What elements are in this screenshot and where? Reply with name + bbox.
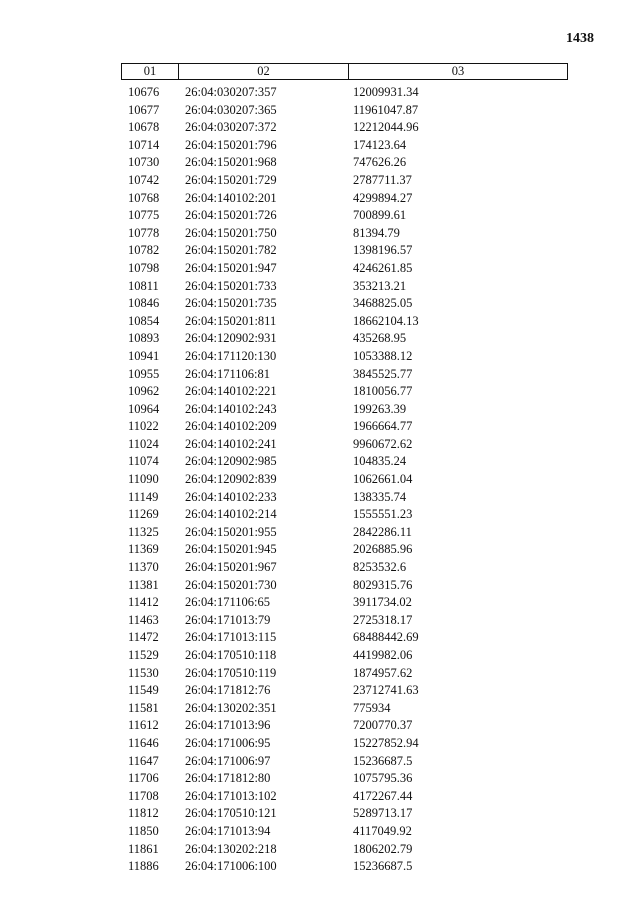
table-cell-3: 7200770.37	[353, 718, 413, 733]
column-header-03: 03	[451, 64, 465, 78]
table-row	[121, 471, 568, 489]
table-row	[121, 278, 568, 296]
table-row	[121, 242, 568, 260]
table-row	[121, 717, 568, 735]
table-cell-1: 11529	[128, 648, 159, 662]
table-header	[121, 63, 568, 80]
table-row	[121, 330, 568, 348]
table-cell-1: 11581	[128, 700, 159, 715]
table-body	[121, 84, 568, 876]
table-cell-3: 68488442.69	[353, 630, 419, 645]
table-cell-3: 12212044.96	[353, 120, 419, 135]
table-row	[121, 366, 568, 384]
table-cell-2: 26:04:171812:80	[185, 771, 271, 786]
table-cell-1: 10730	[128, 155, 160, 170]
table-cell-1: 11074	[128, 454, 159, 469]
table-cell-2: 26:04:140102:233	[185, 489, 277, 504]
table-cell-1: 11861	[128, 841, 159, 856]
table-cell-1: 10893	[128, 331, 160, 346]
table-cell-2: 26:04:171013:79	[185, 612, 271, 627]
table-cell-3: 1810056.77	[353, 384, 413, 399]
column-header-01: 01	[122, 64, 179, 79]
table-cell-3: 2787711.37	[353, 172, 412, 187]
table-cell-1: 11850	[128, 823, 159, 838]
table-cell-2: 26:04:150201:796	[185, 137, 277, 152]
table-cell-3: 3911734.02	[353, 595, 412, 610]
table-cell-3: 3845525.77	[353, 366, 413, 381]
table-row	[121, 489, 568, 507]
table-row	[121, 436, 568, 454]
table-row	[121, 401, 568, 419]
table-row	[121, 453, 568, 471]
table-row	[121, 823, 568, 841]
table-cell-2: 26:04:140102:243	[185, 401, 277, 416]
table-row	[121, 541, 568, 559]
table-cell-2: 26:04:171106:65	[185, 595, 270, 610]
table-cell-2: 26:04:140102:221	[185, 384, 277, 399]
table-cell-2: 26:04:150201:947	[185, 260, 277, 275]
table-cell-1: 10955	[128, 366, 160, 381]
table-row	[121, 594, 568, 612]
table-row	[121, 577, 568, 595]
table-row	[121, 612, 568, 630]
table-row	[121, 524, 568, 542]
table-cell-3: 1062661.04	[353, 472, 413, 487]
table-cell-3: 775934	[353, 700, 391, 715]
table-row	[121, 788, 568, 806]
table-cell-3: 1555551.23	[353, 507, 413, 522]
table-cell-1: 11022	[128, 419, 159, 434]
table-cell-2: 26:04:171812:76	[185, 683, 271, 698]
table-cell-2: 26:04:170510:119	[185, 665, 277, 680]
table-cell-1: 11149	[128, 489, 159, 504]
table-row	[121, 207, 568, 225]
table-cell-1: 10676	[128, 85, 160, 99]
table-cell-3: 199263.39	[353, 401, 407, 416]
table-cell-3: 15236687.5	[353, 859, 413, 874]
table-cell-2: 26:04:171013:102	[185, 788, 277, 803]
table-cell-1: 10714	[128, 137, 160, 152]
column-header-02: 02	[179, 64, 349, 79]
table-cell-3: 353213.21	[353, 278, 407, 293]
table-cell-1: 11370	[128, 560, 159, 575]
table-cell-1: 11325	[128, 524, 159, 539]
table-cell-3: 1874957.62	[353, 665, 413, 680]
table-cell-3: 15236687.5	[353, 753, 413, 768]
table-cell-3: 700899.61	[353, 208, 407, 223]
table-cell-2: 26:04:130202:218	[185, 841, 277, 856]
table-cell-1: 10811	[128, 278, 159, 293]
table-row	[121, 348, 568, 366]
table-cell-3: 4246261.85	[353, 260, 413, 275]
table-cell-1: 11612	[128, 718, 159, 733]
table-cell-3: 4299894.27	[353, 190, 413, 205]
table-cell-1: 11024	[128, 436, 159, 451]
table-cell-2: 26:04:030207:365	[185, 102, 277, 117]
table-cell-3: 11961047.87	[353, 102, 419, 117]
table-cell-1: 10964	[128, 401, 160, 416]
table-cell-1: 10775	[128, 208, 160, 223]
table-cell-1: 10854	[128, 313, 160, 328]
table-cell-3: 174123.64	[353, 137, 407, 152]
table-cell-1: 11090	[128, 472, 159, 487]
table-cell-3: 1075795.36	[353, 771, 413, 786]
table-cell-3: 9960672.62	[353, 436, 413, 451]
table-cell-1: 11549	[128, 683, 159, 698]
table-row	[121, 172, 568, 190]
table-cell-2: 26:04:030207:372	[185, 120, 277, 135]
table-row	[121, 841, 568, 859]
table-row	[121, 858, 568, 876]
table-cell-1: 10778	[128, 225, 160, 240]
table-cell-1: 10846	[128, 296, 160, 311]
table-cell-1: 10678	[128, 120, 160, 135]
table-cell-2: 26:04:140102:241	[185, 436, 277, 451]
table-cell-2: 26:04:170510:118	[185, 648, 277, 662]
table-row	[121, 102, 568, 120]
table-row	[121, 383, 568, 401]
table-cell-2: 26:04:030207:357	[185, 85, 277, 99]
table-cell-3: 81394.79	[353, 225, 400, 240]
table-row	[121, 313, 568, 331]
table-row	[121, 119, 568, 137]
table-cell-2: 26:04:150201:735	[185, 296, 277, 311]
table-cell-1: 11472	[128, 630, 159, 645]
table-row	[121, 559, 568, 577]
table-row	[121, 295, 568, 313]
table-cell-2: 26:04:120902:985	[185, 454, 277, 469]
table-cell-2: 26:04:140102:214	[185, 507, 277, 522]
table-cell-1: 10768	[128, 190, 160, 205]
table-row	[121, 770, 568, 788]
table-row	[121, 260, 568, 278]
table-cell-3: 5289713.17	[353, 806, 413, 821]
table-cell-2: 26:04:171106:81	[185, 366, 270, 381]
table-cell-3: 15227852.94	[353, 735, 419, 750]
table-cell-2: 26:04:170510:121	[185, 806, 277, 821]
table-cell-3: 1398196.57	[353, 243, 413, 258]
table-cell-1: 10941	[128, 348, 160, 363]
table-row	[121, 753, 568, 771]
table-row	[121, 700, 568, 718]
table-cell-1: 10677	[128, 102, 160, 117]
table-cell-3: 8029315.76	[353, 577, 413, 592]
table-cell-1: 11530	[128, 665, 159, 680]
table-cell-2: 26:04:140102:201	[185, 190, 277, 205]
table-row	[121, 735, 568, 753]
table-row	[121, 84, 568, 102]
table-row	[121, 190, 568, 208]
table-cell-2: 26:04:150201:750	[185, 225, 277, 240]
table-cell-3: 747626.26	[353, 155, 407, 170]
table-row	[121, 682, 568, 700]
table-row	[121, 647, 568, 665]
table-cell-2: 26:04:150201:730	[185, 577, 277, 592]
table-cell-2: 26:04:150201:945	[185, 542, 277, 557]
table-cell-3: 12009931.34	[353, 85, 419, 99]
table-cell-3: 4172267.44	[353, 788, 413, 803]
table-cell-2: 26:04:150201:811	[185, 313, 277, 328]
table-cell-3: 2725318.17	[353, 612, 413, 627]
table-cell-2: 26:04:150201:726	[185, 208, 277, 223]
table-cell-2: 26:04:120902:931	[185, 331, 277, 346]
table-cell-1: 11412	[128, 595, 159, 610]
table-cell-2: 26:04:171006:95	[185, 735, 271, 750]
page-number: 1438	[566, 31, 594, 46]
table-cell-3: 18662104.13	[353, 313, 419, 328]
table-cell-1: 10798	[128, 260, 160, 275]
table-cell-1: 10782	[128, 243, 160, 258]
table-cell-1: 11886	[128, 859, 159, 874]
table-cell-2: 26:04:150201:968	[185, 155, 277, 170]
table-cell-3: 1806202.79	[353, 841, 413, 856]
table-cell-3: 3468825.05	[353, 296, 413, 311]
table-cell-2: 26:04:130202:351	[185, 700, 277, 715]
table-cell-3: 23712741.63	[353, 683, 419, 698]
table-row	[121, 805, 568, 823]
table-cell-1: 11269	[128, 507, 159, 522]
table-cell-3: 435268.95	[353, 331, 407, 346]
table-cell-1: 11647	[128, 753, 159, 768]
table-cell-2: 26:04:150201:967	[185, 560, 277, 575]
table-cell-2: 26:04:120902:839	[185, 472, 277, 487]
table-cell-3: 4419982.06	[353, 648, 413, 662]
table-cell-1: 11812	[128, 806, 159, 821]
table-cell-2: 26:04:171120:130	[185, 348, 277, 363]
table-cell-1: 11708	[128, 788, 159, 803]
table-row	[121, 137, 568, 155]
table-cell-1: 11381	[128, 577, 159, 592]
table-cell-3: 1053388.12	[353, 348, 413, 363]
table-cell-2: 26:04:171013:115	[185, 630, 277, 645]
table-cell-1: 11369	[128, 542, 159, 557]
table-cell-2: 26:04:171006:97	[185, 753, 271, 768]
table-cell-2: 26:04:150201:955	[185, 524, 277, 539]
table-cell-1: 11646	[128, 735, 159, 750]
table-cell-3: 2842286.11	[353, 524, 412, 539]
table-row	[121, 506, 568, 524]
table-cell-3: 104835.24	[353, 454, 407, 469]
table-cell-1: 11463	[128, 612, 159, 627]
table-row	[121, 418, 568, 436]
table-row	[121, 154, 568, 172]
table-cell-1: 11706	[128, 771, 159, 786]
table-cell-3: 2026885.96	[353, 542, 413, 557]
table-cell-2: 26:04:171006:100	[185, 859, 277, 874]
table-cell-1: 10742	[128, 172, 160, 187]
table-cell-2: 26:04:140102:209	[185, 419, 277, 434]
table-cell-3: 4117049.92	[353, 823, 412, 838]
table-cell-2: 26:04:171013:94	[185, 823, 271, 838]
table-cell-2: 26:04:150201:782	[185, 243, 277, 258]
table-row	[121, 629, 568, 647]
table-cell-1: 10962	[128, 384, 160, 399]
table-cell-2: 26:04:150201:733	[185, 278, 277, 293]
table-cell-2: 26:04:171013:96	[185, 718, 271, 733]
table-row	[121, 665, 568, 683]
table-cell-3: 138335.74	[353, 489, 407, 504]
table-cell-3: 8253532.6	[353, 560, 407, 575]
table-row	[121, 225, 568, 243]
table-cell-2: 26:04:150201:729	[185, 172, 277, 187]
table-cell-3: 1966664.77	[353, 419, 413, 434]
